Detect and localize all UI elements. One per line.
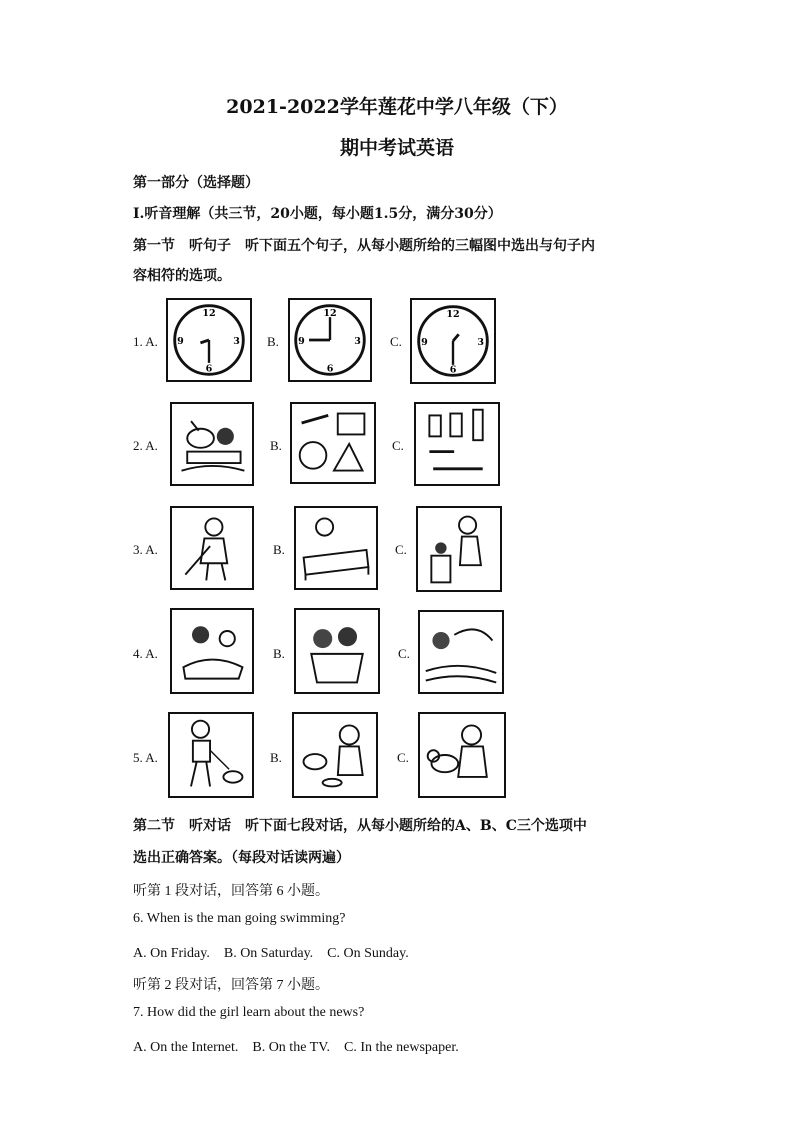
clock-num-12: 12 <box>446 309 460 321</box>
q3-option-b-making-bed-image <box>294 506 378 590</box>
q5-option-b-label: B. <box>270 750 282 765</box>
clock-num-6: 6 <box>205 363 213 375</box>
clock-num-6: 6 <box>326 363 334 375</box>
q4-option-c-label: C. <box>398 646 410 661</box>
q1-option-b-clock-image <box>288 298 372 382</box>
q3-option-a-sweeping-image <box>170 506 254 590</box>
q1-option-c-clock-image <box>410 298 496 384</box>
q5-label: 5. A. <box>133 750 158 765</box>
jie1-instruction-line1: 第一节 听句子 听下面五个句子，从每小题所给的三幅图中选出与句子内 <box>133 238 595 254</box>
q2-option-c-snacks-image <box>414 402 500 486</box>
q4-option-a-picnic-image <box>170 608 254 694</box>
exam-title-line2: 期中考试英语 <box>339 137 454 159</box>
q4-option-b-label: B. <box>273 646 285 661</box>
q3-option-c-label: C. <box>395 542 407 557</box>
jie1-instruction-line2: 容相符的选项。 <box>133 268 231 284</box>
jie2-instruction-line2: 选出正确答案。（每段对话读两遍） <box>133 850 350 866</box>
q5-option-a-walking-dog-image <box>168 712 254 798</box>
q1-option-c-label: C. <box>390 334 402 349</box>
q7-question: 7. How did the girl learn about the news? <box>133 1005 365 1020</box>
clock-num-6: 6 <box>449 364 457 376</box>
q4-label: 4. A. <box>133 646 158 661</box>
q5-option-b-feeding-dog-image <box>292 712 378 798</box>
q4-option-c-outdoor-image <box>418 610 504 694</box>
clock-num-12: 12 <box>202 308 216 320</box>
q2-label: 2. A. <box>133 438 158 453</box>
q2-option-b-stationery-image <box>290 402 376 484</box>
q6-options: A. On Friday. B. On Saturday. C. On Sunday. <box>133 946 409 961</box>
clock-num-3: 3 <box>233 335 240 347</box>
q7-intro: 听第 2 段对话，回答第 7 小题。 <box>133 978 329 993</box>
jie2-instruction-line1: 第二节 听对话 听下面七段对话，从每小题所给的A、B、C三个选项中 <box>133 818 587 834</box>
q1-option-b-label: B. <box>267 334 279 349</box>
section-heading: Ⅰ.听音理解（共三节，20小题，每小题1.5分，满分30分） <box>133 206 502 222</box>
clock-num-9: 9 <box>298 335 305 347</box>
q7-options: A. On the Internet. B. On the TV. C. In the newspaper. <box>133 1040 459 1055</box>
clock-num-3: 3 <box>477 336 484 348</box>
q3-option-c-trash-image <box>416 506 502 592</box>
q5-option-c-hugging-dog-image <box>418 712 506 798</box>
q3-label: 3. A. <box>133 542 158 557</box>
q6-question: 6. When is the man going swimming? <box>133 911 346 926</box>
part-heading: 第一部分（选择题） <box>133 175 259 191</box>
q2-option-a-food-image <box>170 402 254 486</box>
clock-num-9: 9 <box>177 335 184 347</box>
clock-num-3: 3 <box>354 335 361 347</box>
q3-option-b-label: B. <box>273 542 285 557</box>
q2-option-c-label: C. <box>392 438 404 453</box>
q6-intro: 听第 1 段对话，回答第 6 小题。 <box>133 884 329 899</box>
q1-option-a-clock-image <box>166 298 252 382</box>
q4-option-b-group-image <box>294 608 380 694</box>
exam-title-line1: 2021-2022学年莲花中学八年级（下） <box>226 96 568 118</box>
q2-option-b-label: B. <box>270 438 282 453</box>
clock-num-9: 9 <box>421 336 428 348</box>
clock-num-12: 12 <box>323 308 337 320</box>
q1-label: 1. A. <box>133 334 158 349</box>
q5-option-c-label: C. <box>397 750 409 765</box>
